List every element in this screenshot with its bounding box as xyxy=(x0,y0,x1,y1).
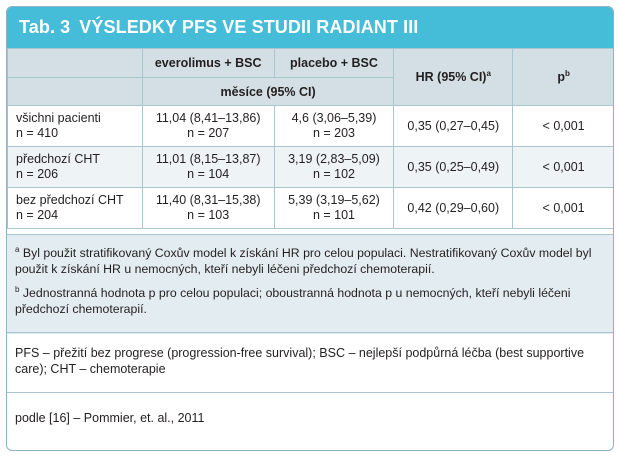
row-hr: 0,35 (0,25–0,49) xyxy=(394,147,513,188)
row-hr: 0,35 (0,27–0,45) xyxy=(394,106,513,147)
row-p: < 0,001 xyxy=(513,106,614,147)
row-placebo-value: 4,6 (3,06–5,39) xyxy=(291,111,377,125)
row-group-label: bez předchozí CHT xyxy=(16,193,124,207)
header-empty-2 xyxy=(8,78,143,106)
table-row xyxy=(8,188,615,229)
row-placebo-cell xyxy=(274,188,394,229)
row-placebo-value: 3,19 (2,83–5,09) xyxy=(288,152,380,166)
table-title: VÝSLEDKY PFS VE STUDII RADIANT III xyxy=(79,17,419,37)
footnote-b-text: Jednostranná hodnota p pro celou populaci; oboustranná hodnota p u nemocných, kteří nebyli léčeni předchozí chemoterapií. xyxy=(15,286,571,316)
row-placebo-n: n = 102 xyxy=(312,167,356,181)
row-everolimus-cell xyxy=(142,188,274,229)
header-placebo: placebo + BSC xyxy=(274,49,394,78)
header-everolimus: everolimus + BSC xyxy=(142,49,274,78)
header-p-label: p xyxy=(557,70,565,84)
results-table xyxy=(7,48,614,229)
row-placebo-value: 5,39 (3,19–5,62) xyxy=(288,193,380,207)
table-label: Tab. 3 xyxy=(19,17,71,37)
row-everolimus-cell xyxy=(142,106,274,147)
row-everolimus-n: n = 103 xyxy=(187,208,230,222)
table-row xyxy=(8,147,615,188)
table-frame xyxy=(6,6,614,451)
header-empty xyxy=(8,49,143,78)
row-everolimus-value: 11,04 (8,41–13,86) xyxy=(155,111,261,125)
row-group-label: předchozí CHT xyxy=(16,152,101,166)
row-placebo-cell xyxy=(274,106,394,147)
abbreviations: PFS – přežití bez progrese (progression-free survival); BSC – nejlepší podpůrná léčba (best supportive care); CHT – chemoterapie xyxy=(7,332,614,392)
source-citation: podle [16] – Pommier, et. al., 2011 xyxy=(7,392,614,451)
row-p: < 0,001 xyxy=(513,188,614,229)
row-everolimus-n: n = 207 xyxy=(187,126,230,140)
footnote-b-mark: b xyxy=(15,284,20,294)
table-title-bar xyxy=(7,7,613,48)
row-group-cell xyxy=(8,106,143,147)
row-everolimus-cell xyxy=(142,147,274,188)
row-placebo-cell xyxy=(274,147,394,188)
row-group-label: všichni pacienti xyxy=(16,111,101,125)
footnote-a-mark: a xyxy=(15,244,20,254)
table-row xyxy=(8,106,615,147)
row-placebo-n: n = 101 xyxy=(312,208,356,222)
header-unit: měsíce (95% CI) xyxy=(142,78,394,106)
header-p-footnote-mark: b xyxy=(564,68,570,78)
row-group-n: n = 410 xyxy=(16,126,59,140)
row-group-n: n = 206 xyxy=(16,167,59,181)
row-everolimus-n: n = 104 xyxy=(187,167,230,181)
row-placebo-n: n = 203 xyxy=(312,126,356,140)
header-hr-label: HR (95% CI) xyxy=(415,70,487,84)
header-hr xyxy=(394,49,513,106)
footnote-b xyxy=(7,285,614,334)
footnote-a xyxy=(7,235,614,285)
header-p xyxy=(513,49,614,106)
row-p: < 0,001 xyxy=(513,147,614,188)
header-hr-footnote-mark: a xyxy=(486,68,491,78)
row-everolimus-value: 11,01 (8,15–13,87) xyxy=(155,152,261,166)
row-hr: 0,42 (0,29–0,60) xyxy=(394,188,513,229)
row-group-cell xyxy=(8,147,143,188)
row-group-n: n = 204 xyxy=(16,208,59,222)
row-everolimus-value: 11,40 (8,31–15,38) xyxy=(155,193,261,207)
row-group-cell xyxy=(8,188,143,229)
footnotes xyxy=(7,234,614,334)
footnote-a-text: Byl použit stratifikovaný Coxův model k získání HR pro celou populaci. Nestratifikovaný Coxův model byl použit k získání HR u nemocných, kteří nebyli léčeni předchozí chemoterapií. xyxy=(15,246,592,276)
